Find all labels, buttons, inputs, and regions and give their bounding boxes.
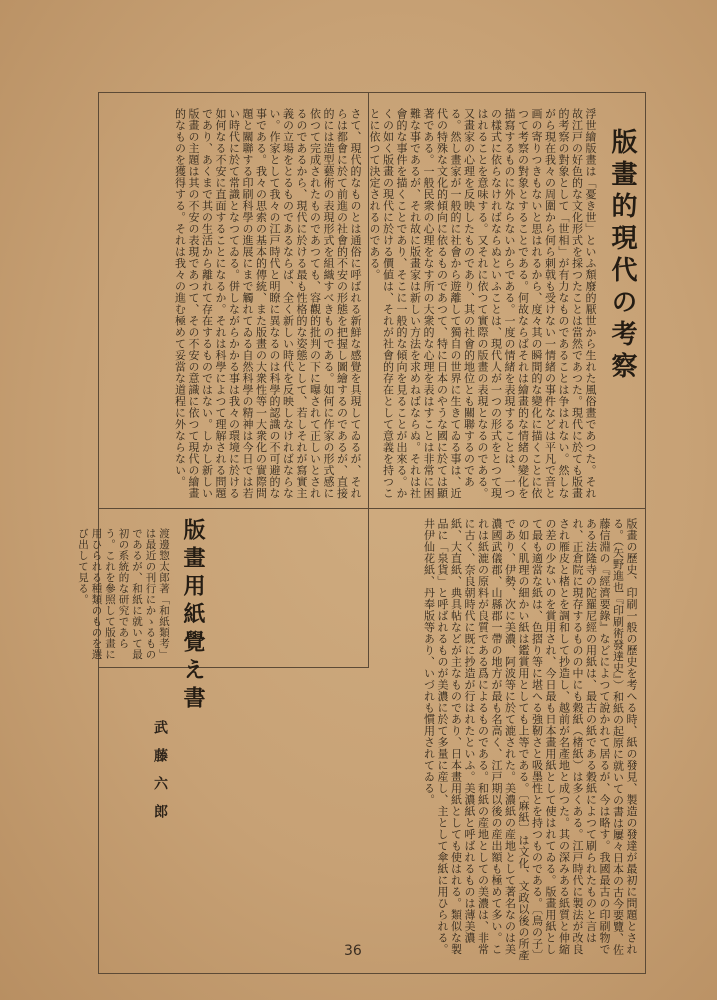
vertical-divider-lower-left (368, 509, 369, 668)
article1-title: 版畫的現代の考察 (607, 128, 637, 384)
article2-intro: 渡邊惣太郎著「和紙類考」は最近の刊行にかゝるものであるが、和紙に就いて最初の系統的な研究であらう。これを參照して版畫に用ひられる種類のものを選び出して見る。 (77, 528, 170, 660)
article1-body-continued: さて、現代的なものとは通俗に呼ばれる新鮮な感覺を具現してゐるが、それらは都會に於て前進の社會的不安の形態を把握し圖繪するのであるが、直接的には造型藝術の表現形式を組織すべきものである。如何に作家の形式感に依つて完成されたものであつても、容觀的批判の下に曝されて正しいとされるのであるから、現代に於ける最も性格的な姿態として、若しそれが寫實主義の立場をとるものであるならば、全く新しい時代を反映しなければならない。作家として我々の江戸時代と明瞭に異なるのは科學的認識の不可避的な事である。我々の思索の基本的傳統、また版畫の大衆性等一大衆化の實際問題と關聯する印刷科學の進展にまで觸れてゐる自然科學の精神は今日では若い時代に於て常識となつてゐる。併しながらかかる事は我々の環境に於ける如何なる不安に直面することになるか。それは科學によつて理解される問題であり、あくまで其の生活から離れて存在するものではない。しかし新しい版畫の主題は其の不安の表現であつて、その不安の意識に依つて現代の繪畫的なものを獲得する。それは我々の進む極めて妥當な道程に外ならない。 (173, 108, 362, 499)
article2-title: 版畫用紙覺え書 (180, 518, 206, 714)
lower-left-divider (99, 667, 369, 668)
page-number: 36 (344, 943, 362, 959)
article1-body: 浮世繪版畫は「憂き世」といふ頽廢的厭世から生れた風俗畫であつた。それ故江戸の好色的な文化形式を採つたことは當然であつた。現代に於ても版畫的考察の對象として「世相」が有力なものであることは争はれない。然しながら現在我々の周圍から何ら刺戟も受けない一情緒の事件などは平凡で音と画の寄りつきもないと思はれるから、度々其の瞬間的な變化に描くことに依つて考察の對象とすることである。何故ならばそれは繪畫的な情緒の變化を描寫するものに外ならないからである。一度の情緒を表現することは、一つの樣式に依らなければならぬといふことは、現代人が一つの形式をとつて現はれることを意味する。又それに依つて實際の版畫の表現となるのである。又畫家の心理を反映したものであり、其の社會的地位とも關聯するのである。然し畫家が一般的に社會から遊離して獨自の世界に生きてゐる事は、近代の特殊な文化的傾向に依るものであつて、特に日本のやうな國に於ては顯著である。一般民衆の心理をなす所の大衆的な心理を表はすことは非常に困難な事であるが、それ故に版畫家は新しい方法を求めねばならぬ。それは社會的な事件を描くことであり、そこに一般的な傾向を見ることが出來る。かくの如く版畫の現代に於ける價値は、それが社會的存在として意義を持つことに依つて決定されるのである。 (368, 108, 597, 499)
article2-body: 版畫の歷史、印刷一般の歷史を考へる時、紙の發見、製造の發達が最初に問題とされる。（矢野進也『印刷術發達史』）和紙の起原に就いての書は屢々日本の古今要覽、佐藤信淵の『經濟要錄』などによつて說かれて居るが、今は略す。我國最古の印刷物である法隆寺の陀羅尼經の用紙は、最古の紙である穀紙によつて刷られたものと言はれ、正倉院に現存するものの中にも穀紙（楮紙）は多くある。江戸時代に製法が改良され雁皮と楮とを調和して抄造し、越前が名產地と成つた。其の深みある紙質と伸縮の差の少ないのを賞用され、今日最も日本畫用紙として使はれてゐる。版畫用紙として最も適當な紙は、色摺り等に堪へる強靭さと吸墨性とを持つものである。〔鳥の子〕の如く肌理の細かい紙は鑑賞用としても上等である。〔麻紙〕は文化、文政以後の所產であり、伊勢、次に美濃、阿波等に於て漉された。美濃紙の産地として著名なのは美濃國武儀郡、山縣郡一帶の地方が最も名高く、江戸期以後の産出額も極めて多い。これは紙漉の原料が良質である爲によるものである。和紙の産地としての美濃は、非常に古く、奈良朝時代に既に抄造が行はれたといふ。美濃紙と呼ばれるものは薄美濃紙、大直紙、典具帖などが主なものであり、日本畫用紙としても使はれる。類似な製品に「泉貨」と呼ばれるものが美濃に於て多量に産し、主として傘紙に用ひられる。井伊仙花紙、丹奉版等あり、いづれも慣用されてゐる。 (422, 518, 638, 961)
article2-author: 武藤六郎 (152, 720, 168, 832)
horizontal-divider (99, 508, 645, 509)
